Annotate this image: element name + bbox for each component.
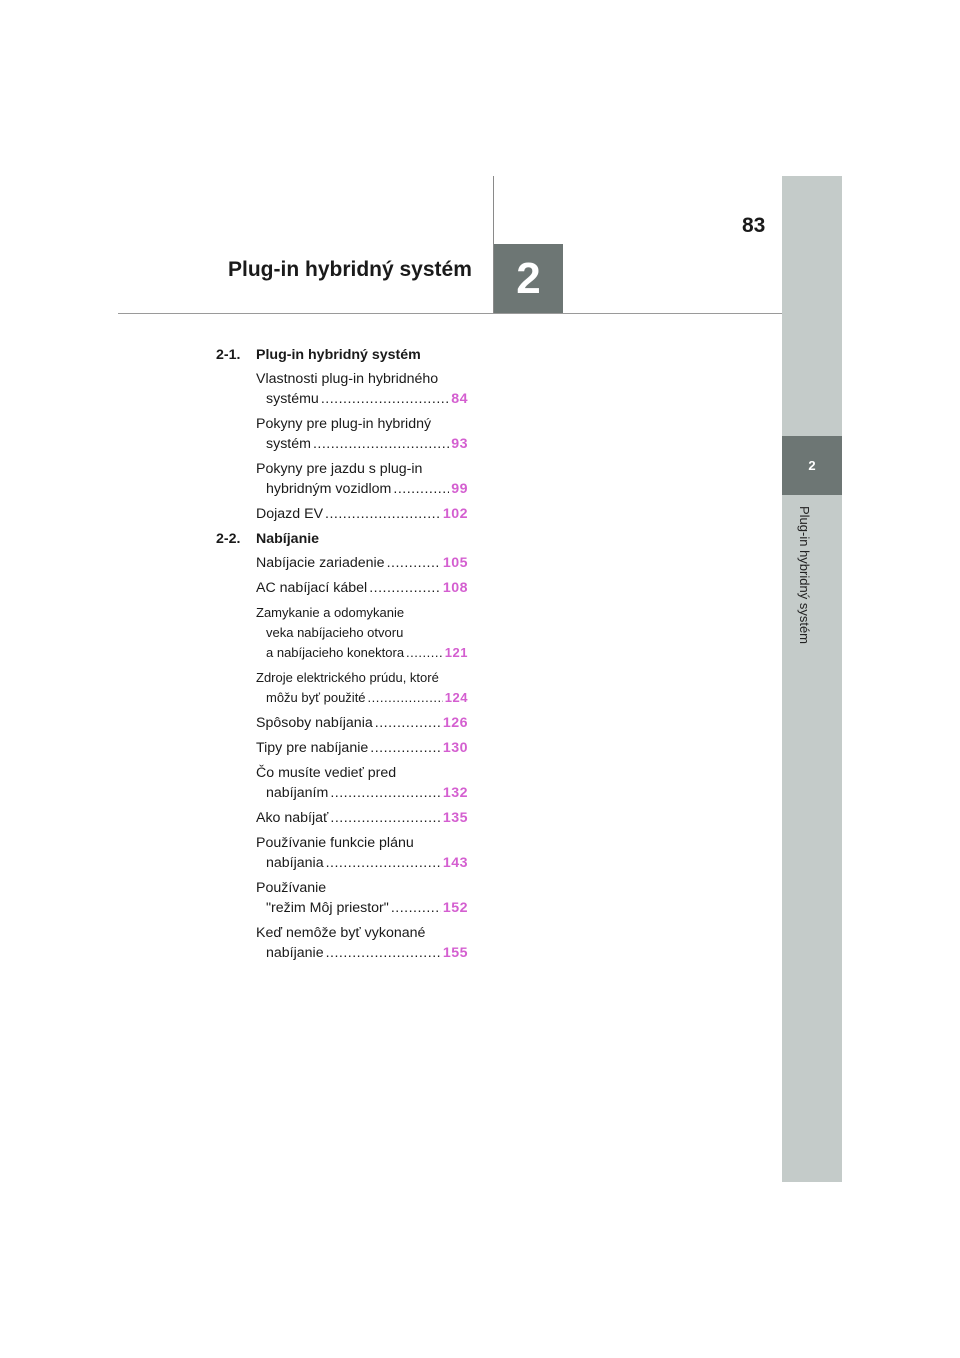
- page-number: 83: [742, 214, 766, 237]
- toc-page-link[interactable]: 130: [442, 740, 468, 756]
- toc-entry-text: veka nabíjacieho otvoru: [266, 625, 404, 640]
- toc-entry[interactable]: [256, 603, 468, 663]
- dot-leader: [391, 898, 441, 918]
- dot-leader: [368, 688, 443, 708]
- toc-page-link[interactable]: 121: [444, 645, 468, 660]
- toc-entry-text: Zamykanie a odomykanie: [256, 605, 405, 620]
- toc-page-link[interactable]: 108: [442, 580, 468, 596]
- toc-entry[interactable]: [256, 923, 468, 963]
- toc-entry-text: systému: [266, 391, 319, 407]
- toc-page-link[interactable]: 143: [442, 855, 468, 871]
- toc-page-link[interactable]: 152: [442, 900, 468, 916]
- toc-page-link[interactable]: 99: [451, 481, 468, 497]
- toc-entry[interactable]: [256, 504, 468, 524]
- dot-leader: [387, 553, 441, 573]
- toc-entry-text: Používanie: [256, 880, 327, 896]
- dot-leader: [370, 738, 441, 758]
- toc-entry-text: Pokyny pre plug-in hybridný: [256, 416, 432, 432]
- dot-leader: [313, 434, 449, 454]
- toc-section: [216, 345, 468, 524]
- toc-page-link[interactable]: 93: [451, 436, 468, 452]
- toc-entry[interactable]: [256, 459, 468, 499]
- toc-section-heading[interactable]: [216, 345, 468, 365]
- toc-entry[interactable]: [256, 578, 468, 598]
- toc-section: [216, 529, 468, 963]
- toc-entry[interactable]: [256, 414, 468, 454]
- toc-entry[interactable]: [256, 833, 468, 873]
- toc-entry[interactable]: [256, 878, 468, 918]
- toc-entry-text: Zdroje elektrického prúdu, ktoré: [256, 670, 439, 685]
- toc-entry-text: Nabíjacie zariadenie: [256, 555, 385, 571]
- dot-leader: [369, 578, 441, 598]
- toc-page-link[interactable]: 102: [442, 506, 468, 522]
- sidebar-chapter-tab[interactable]: 2: [782, 436, 842, 495]
- toc-entry[interactable]: [256, 738, 468, 758]
- toc-entry-text: Pokyny pre jazdu s plug-in: [256, 461, 423, 477]
- sidebar: [782, 176, 842, 1182]
- toc-entry-text: Používanie funkcie plánu: [256, 835, 414, 851]
- toc-page-link[interactable]: 155: [442, 945, 468, 961]
- toc-section-heading[interactable]: [216, 529, 468, 549]
- toc-section-title: Plug-in hybridný systém: [256, 347, 421, 363]
- toc-entry-text: hybridným vozidlom: [266, 481, 392, 497]
- sidebar-chapter-label: Plug-in hybridný systém: [797, 506, 812, 644]
- chapter-number-box: 2: [494, 244, 563, 314]
- toc-entry-text: a nabíjacieho konektora: [266, 645, 405, 660]
- toc-entry-text: Spôsoby nabíjania: [256, 715, 373, 731]
- dot-leader: [406, 643, 443, 663]
- toc-entry-text: Keď nemôže byť vykonané: [256, 925, 426, 941]
- dot-leader: [330, 808, 440, 828]
- toc-entry-text: nabíjanie: [266, 945, 324, 961]
- toc-entry-text: "režim Môj priestor": [266, 900, 389, 916]
- dot-leader: [330, 783, 441, 803]
- toc-entry-text: Tipy pre nabíjanie: [256, 740, 369, 756]
- toc-entry-text: AC nabíjací kábel: [256, 580, 368, 596]
- toc-page-link[interactable]: 84: [451, 391, 468, 407]
- toc-entry[interactable]: [256, 369, 468, 409]
- toc-section-number: 2-2.: [216, 531, 241, 547]
- toc-entry-text: môžu byť použité: [266, 690, 366, 705]
- toc-page-link[interactable]: 124: [444, 690, 468, 705]
- toc-section-title: Nabíjanie: [256, 531, 320, 547]
- toc-entry-text: Čo musíte vedieť pred: [256, 765, 397, 781]
- toc-page-link[interactable]: 126: [442, 715, 468, 731]
- toc-entry[interactable]: [256, 763, 468, 803]
- toc-section-number: 2-1.: [216, 347, 241, 363]
- toc-entry[interactable]: [256, 713, 468, 733]
- toc-page-link[interactable]: 135: [442, 810, 468, 826]
- dot-leader: [326, 943, 441, 963]
- toc-page-link[interactable]: 132: [442, 785, 468, 801]
- toc-entry-text: nabíjaním: [266, 785, 329, 801]
- dot-leader: [375, 713, 441, 733]
- dot-leader: [325, 504, 441, 524]
- toc-entry[interactable]: [256, 553, 468, 573]
- toc-entry-text: systém: [266, 436, 311, 452]
- toc-entry-text: nabíjania: [266, 855, 324, 871]
- chapter-title: Plug-in hybridný systém: [228, 258, 472, 281]
- dot-leader: [326, 853, 441, 873]
- toc-entry-text: Ako nabíjať: [256, 810, 329, 826]
- dot-leader: [393, 479, 449, 499]
- dot-leader: [321, 389, 449, 409]
- toc-entry[interactable]: [256, 808, 468, 828]
- toc-page-link[interactable]: 105: [442, 555, 468, 571]
- toc-entry-text: Dojazd EV: [256, 506, 324, 522]
- toc-entry-text: Vlastnosti plug-in hybridného: [256, 371, 439, 387]
- header-divider-horizontal: [118, 313, 782, 314]
- table-of-contents: [216, 345, 468, 968]
- toc-entry[interactable]: [256, 668, 468, 708]
